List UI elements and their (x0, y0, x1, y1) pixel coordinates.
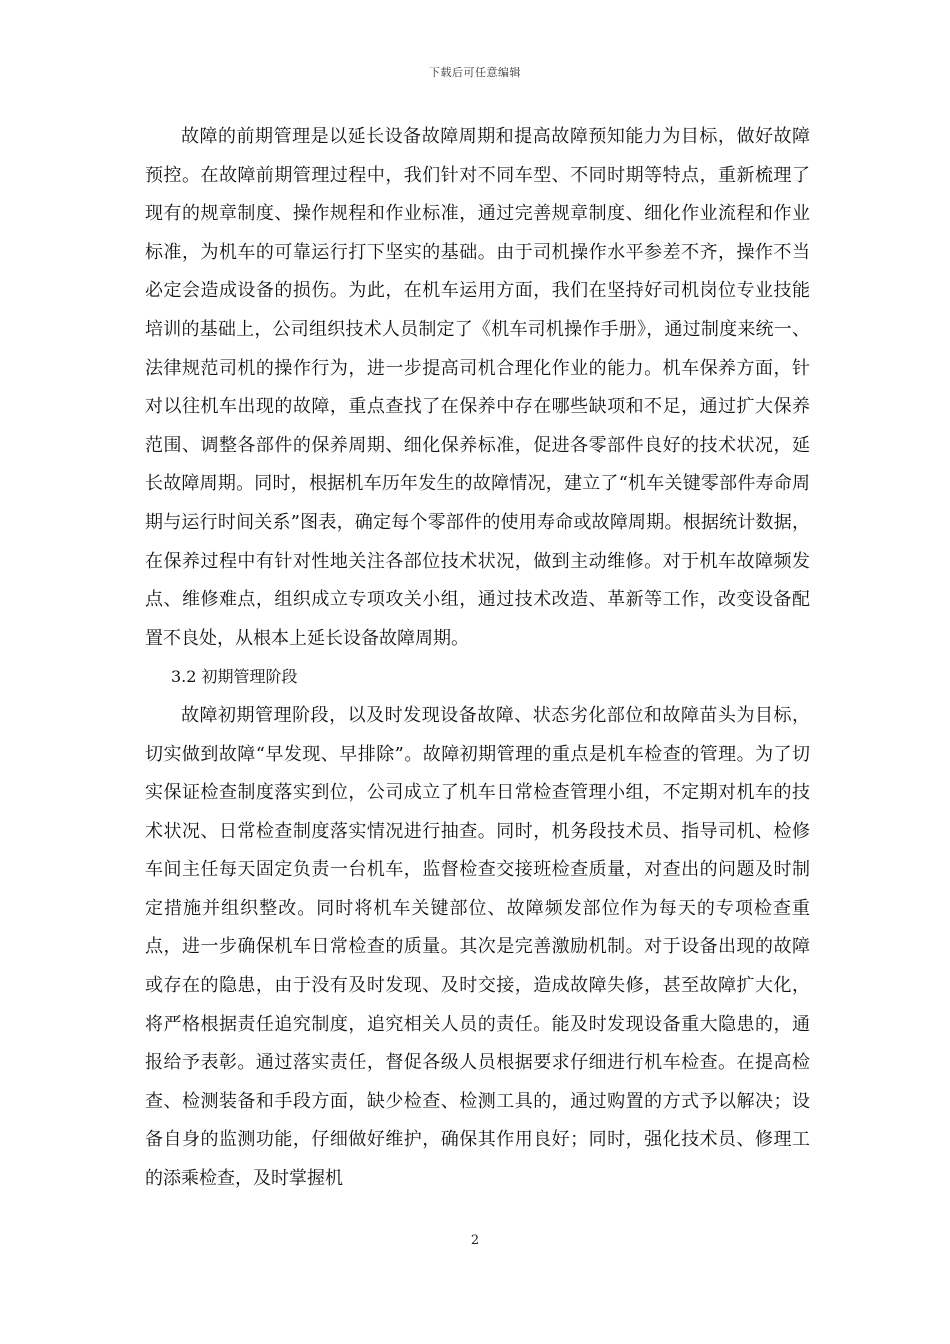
section-heading-initial-management: 3.2 初期管理阶段 (171, 667, 298, 687)
document-body (145, 118, 810, 1199)
page-number: 2 (470, 1233, 480, 1248)
paragraph-initial-management: 故障初期管理阶段，以及时发现设备故障、状态劣化部位和故障苗头为目标，切实做到故障“早发现、早排除”。故障初期管理的重点是机车检查的管理。为了切实保证检查制度落实到位，公司成立了机车日常检查管理小组，不定期对机车的技术状况、日常检查制度落实情况进行抽查。同时，机务段技术员、指导司机、检修车间主任每天固定负责一台机车，监督检查交接班检查质量，对查出的问题及时制定措施并组织整改。同时将机车关键部位、故障频发部位作为每天的专项检查重点，进一步确保机车日常检查的质量。其次是完善激励机制。对于设备出现的故障或存在的隐患，由于没有及时发现、及时交接，造成故障失修，甚至故障扩大化，将严格根据责任追究制度，追究相关人员的责任。能及时发现设备重大隐患的，通报给予表彰。通过落实责任，督促各级人员根据要求仔细进行机车检查。在提高检查、检测装备和手段方面，缺少检查、检测工具的，通过购置的方式予以解决；设备自身的监测功能，仔细做好维护，确保其作用良好；同时，强化技术员、修理工的添乘检查，及时掌握机 (145, 704, 810, 1190)
paragraph-early-management: 故障的前期管理是以延长设备故障周期和提高故障预知能力为目标，做好故障预控。在故障前期管理过程中，我们针对不同车型、不同时期等特点，重新梳理了现有的规章制度、操作规程和作业标准，通过完善规章制度、细化作业流程和作业标准，为机车的可靠运行打下坚实的基础。由于司机操作水平参差不齐，操作不当必定会造成设备的损伤。为此，在机车运用方面，我们在坚持好司机岗位专业技能培训的基础上，公司组织技术人员制定了《机车司机操作手册》，通过制度来统一、法律规范司机的操作行为，进一步提高司机合理化作业的能力。机车保养方面，针对以往机车出现的故障，重点查找了在保养中存在哪些缺项和不足，通过扩大保养范围、调整各部件的保养周期、细化保养标准，促进各零部件良好的技术状况，延长故障周期。同时，根据机车历年发生的故障情况，建立了“机车关键零部件寿命周期与运行时间关系”图表，确定每个零部件的使用寿命或故障周期。根据统计数据，在保养过程中有针对性地关注各部位技术状况，做到主动维修。对于机车故障频发点、维修难点，组织成立专项攻关小组，通过技术改造、革新等工作，改变设备配置不良处，从根本上延长设备故障周期。 (145, 126, 810, 649)
page-header: 下载后可任意编辑 (429, 66, 521, 79)
